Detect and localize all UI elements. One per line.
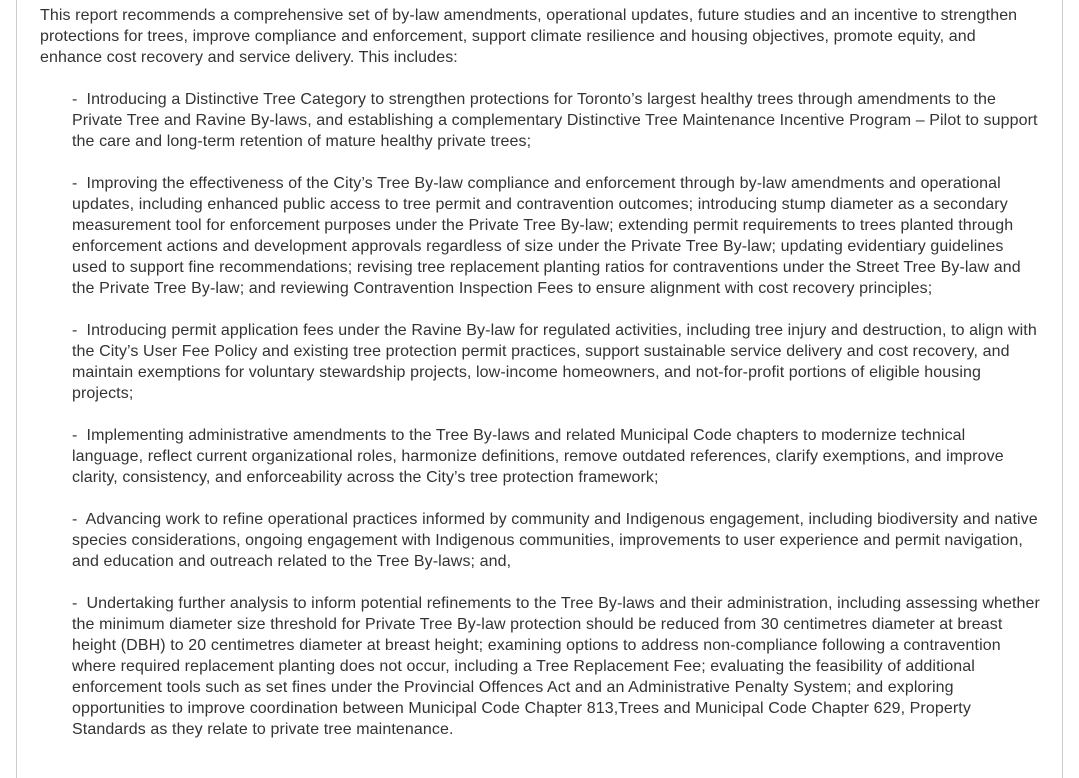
bullet-item-ravine-permit-fees: - Introducing permit application fees under the Ravine By-law for regulated activities, including tree injury and destruction, to align with the City’s User Fee Policy and existing tree protection permit practices, support sustainable service delivery and cost recovery, and maintain exemptions for voluntary stewardship projects, low-income homeowners, and not-for-profit portions of eligible housing projects; (72, 322, 1042, 402)
intro-paragraph: This report recommends a comprehensive set of by-law amendments, operational updates, future studies and an incentive to strengthen protections for trees, improve compliance and enforcement, support climate resilience and housing objectives, promote equity, and enhance cost recovery and service delivery. This includes: (40, 7, 1022, 66)
bullet-item-compliance-enforcement: - Improving the effectiveness of the City’s Tree By-law compliance and enforcement through by-law amendments and operational updates, including enhanced public access to tree permit and contravention outcomes; introducing stump diameter as a secondary measurement tool for enforcement purposes under the Private Tree By-law; extending permit requirements to trees planted through enforcement actions and development approvals regardless of size under the Private Tree By-law; updating evidentiary guidelines used to support fine recommendations; revising tree replacement planting ratios for contraventions under the Street Tree By-law and the Private Tree By-law; and reviewing Contravention Inspection Fees to ensure alignment with cost recovery principles; (72, 175, 1026, 297)
page-left-border (16, 0, 17, 778)
page-right-border (1062, 0, 1063, 778)
bullet-item-operational-practices: - Advancing work to refine operational practices informed by community and Indigenous engagement, including biodiversity and native species considerations, ongoing engagement with Indigenous communities, improvements to user experience and permit navigation, and education and outreach related to the Tree By-laws; and, (72, 511, 1043, 570)
bullet-item-administrative-amendments: - Implementing administrative amendments to the Tree By-laws and related Municipal Code chapters to modernize technical language, reflect current organizational roles, harmonize definitions, remove outdated references, clarify exemptions, and improve clarity, consistency, and enforceability across the City’s tree protection framework; (72, 427, 1009, 486)
bullet-item-further-analysis: - Undertaking further analysis to inform potential refinements to the Tree By-laws and their administration, including assessing whether the minimum diameter size threshold for Private Tree By-law protection should be reduced from 30 centimetres diameter at breast height (DBH) to 20 centimetres diameter at breast height; examining options to address non-compliance following a contravention where required replacement planting does not occur, including a Tree Replacement Fee; evaluating the feasibility of additional enforcement tools such as set fines under the Provincial Offences Act and an Administrative Penalty System; and exploring opportunities to improve coordination between Municipal Code Chapter 813,Trees and Municipal Code Chapter 629, Property Standards as they relate to private tree maintenance. (72, 595, 1045, 738)
bullet-item-distinctive-tree-category: - Introducing a Distinctive Tree Category to strengthen protections for Toronto’s largest healthy trees through amendments to the Private Tree and Ravine By-laws, and establishing a complementary Distinctive Tree Maintenance Incentive Program – Pilot to support the care and long-term retention of mature healthy private trees; (72, 91, 1043, 150)
report-body (40, 5, 1045, 761)
